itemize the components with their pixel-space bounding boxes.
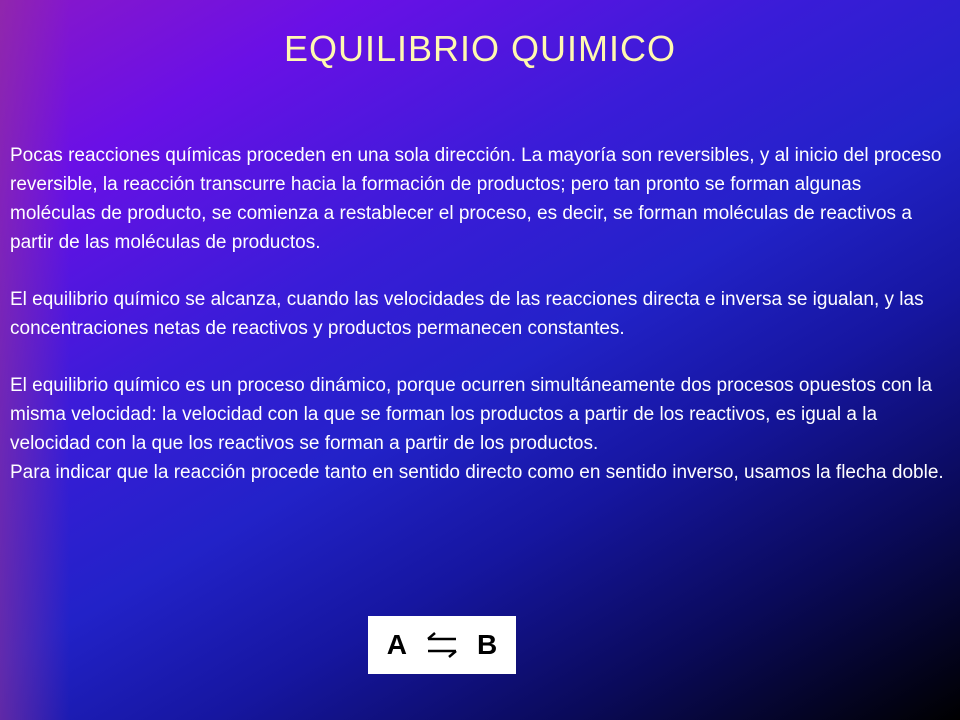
reactant-label: A [386, 629, 407, 660]
equilibrium-equation-image [368, 616, 516, 674]
product-label: B [477, 629, 498, 660]
double-arrow-icon [425, 630, 459, 660]
paragraph-2: El equilibrio químico se alcanza, cuando las velocidades de las reacciones directa e inversa se igualan, y las concentraciones netas de reactivos y productos permanecen constantes. [10, 289, 924, 339]
paragraph-4: Para indicar que la reacción procede tanto en sentido directo como en sentido inverso, usamos la flecha doble. [10, 462, 944, 483]
paragraph-1: Pocas reacciones químicas proceden en una sola dirección. La mayoría son reversibles, y al inicio del proceso reversible, la reacción transcurre hacia la formación de productos; pero tan pronto se forman algunas moléculas de producto, se comienza a restablecer el proceso, es decir, se forman moléculas de reactivos a partir de las moléculas de productos. [10, 145, 942, 253]
paragraph-3: El equilibrio químico es un proceso dinámico, porque ocurren simultáneamente dos procesos opuestos con la misma velocidad: la velocidad con la que se forman los productos a partir de los reactivos, es igual a la velocidad con la que los reactivos se forman a partir de los productos. [10, 375, 933, 454]
slide-title: EQUILIBRIO QUIMICO [283, 28, 677, 69]
slide-body [10, 141, 950, 487]
